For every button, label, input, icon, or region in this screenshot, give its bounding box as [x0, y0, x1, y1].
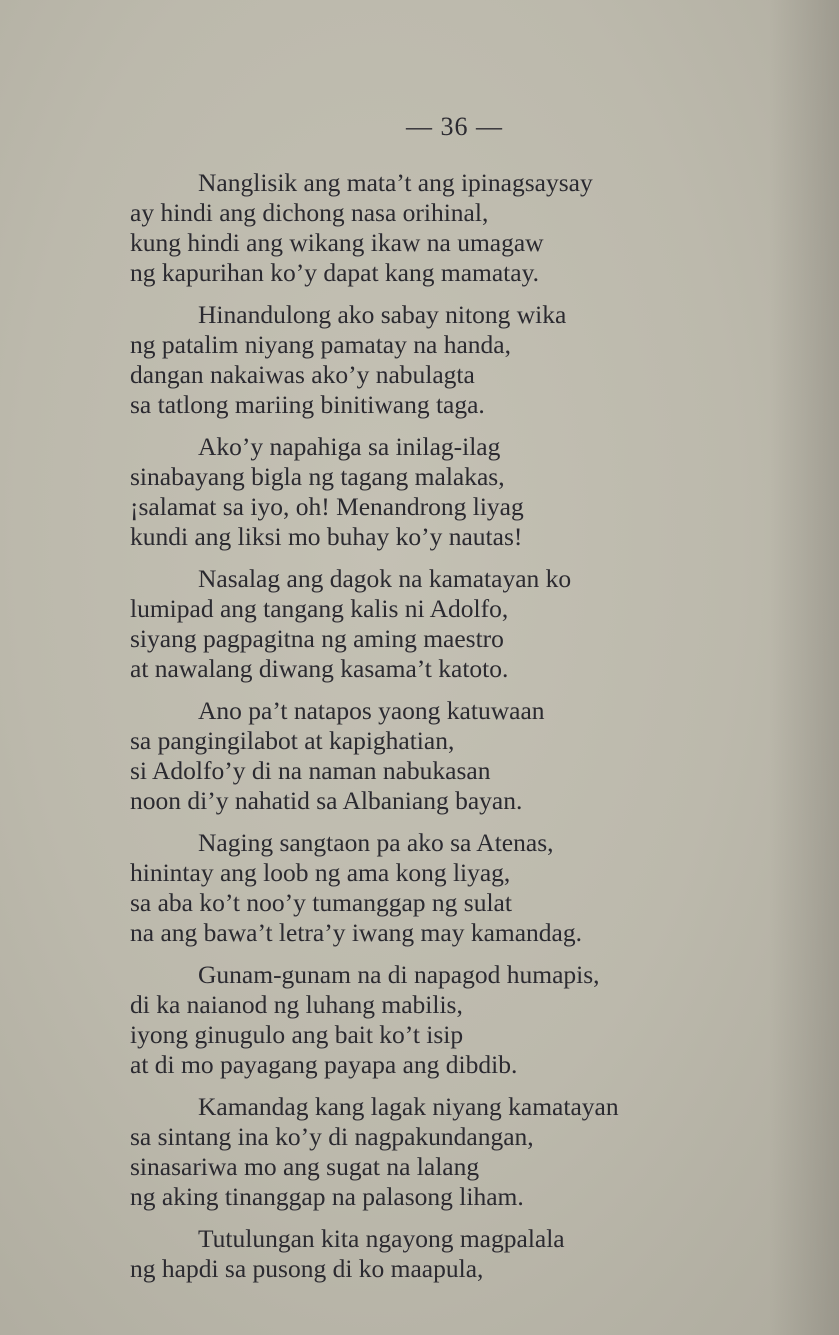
- stanza: [130, 168, 750, 288]
- poem-line: sa sintang ina ko’y di nagpakundangan,: [130, 1122, 534, 1151]
- poem-line: ¡salamat sa iyo, oh! Menandrong liyag: [130, 492, 524, 521]
- poem-line: Kamandag kang lagak niyang kamatayan: [198, 1092, 619, 1121]
- poem-line: Hinandulong ako sabay nitong wika: [198, 300, 567, 329]
- poem-line: at nawalang diwang kasama’t katoto.: [130, 654, 509, 683]
- poem-line: sinabayang bigla ng tagang malakas,: [130, 462, 505, 491]
- poem-line: sa aba ko’t noo’y tumanggap ng sulat: [130, 888, 512, 917]
- poem-line: dangan nakaiwas ako’y nabulagta: [130, 360, 475, 389]
- stanza: [130, 1092, 750, 1212]
- poem-line: ng aking tinanggap na palasong liham.: [130, 1182, 524, 1211]
- stanza: [130, 960, 750, 1080]
- poem-line: sa tatlong mariing binitiwang taga.: [130, 390, 485, 419]
- poem-line: na ang bawa’t letra’y iwang may kamandag.: [130, 918, 582, 947]
- poem-text: [130, 168, 750, 1296]
- poem-line: noon di’y nahatid sa Albaniang bayan.: [130, 786, 523, 815]
- poem-line: hinintay ang loob ng ama kong liyag,: [130, 858, 511, 887]
- poem-line: iyong ginugulo ang bait ko’t isip: [130, 1020, 464, 1049]
- poem-line: sinasariwa mo ang sugat na lalang: [130, 1152, 480, 1181]
- poem-line: si Adolfo’y di na naman nabukasan: [130, 756, 491, 785]
- stanza: [130, 300, 750, 420]
- poem-line: ng kapurihan ko’y dapat kang mamatay.: [130, 258, 540, 287]
- poem-line: Naging sangtaon pa ako sa Atenas,: [198, 828, 554, 857]
- poem-line: Ako’y napahiga sa inilag-ilag: [198, 432, 501, 461]
- poem-line: Nanglisik ang mata’t ang ipinagsaysay: [198, 168, 593, 197]
- poem-line: at di mo payagang payapa ang dibdib.: [130, 1050, 518, 1079]
- poem-line: ay hindi ang dichong nasa orihinal,: [130, 198, 489, 227]
- poem-line: kundi ang liksi mo buhay ko’y nautas!: [130, 522, 523, 551]
- page-number: — 36 —: [406, 112, 503, 141]
- stanza: [130, 432, 750, 552]
- poem-line: Ano pa’t natapos yaong katuwaan: [198, 696, 545, 725]
- poem-line: lumipad ang tangang kalis ni Adolfo,: [130, 594, 509, 623]
- poem-line: ng hapdi sa pusong di ko maapula,: [130, 1254, 484, 1283]
- stanza: [130, 564, 750, 684]
- stanza: [130, 828, 750, 948]
- stanza: [130, 1224, 750, 1284]
- poem-line: ng patalim niyang pamatay na handa,: [130, 330, 511, 359]
- poem-line: sa pangingilabot at kapighatian,: [130, 726, 455, 755]
- poem-line: di ka naianod ng luhang mabilis,: [130, 990, 463, 1019]
- poem-line: Tutulungan kita ngayong magpalala: [198, 1224, 565, 1253]
- poem-line: Gunam-gunam na di napagod humapis,: [198, 960, 600, 989]
- poem-line: siyang pagpagitna ng aming maestro: [130, 624, 504, 653]
- poem-line: Nasalag ang dagok na kamatayan ko: [198, 564, 572, 593]
- stanza: [130, 696, 750, 816]
- poem-line: kung hindi ang wikang ikaw na umagaw: [130, 228, 544, 257]
